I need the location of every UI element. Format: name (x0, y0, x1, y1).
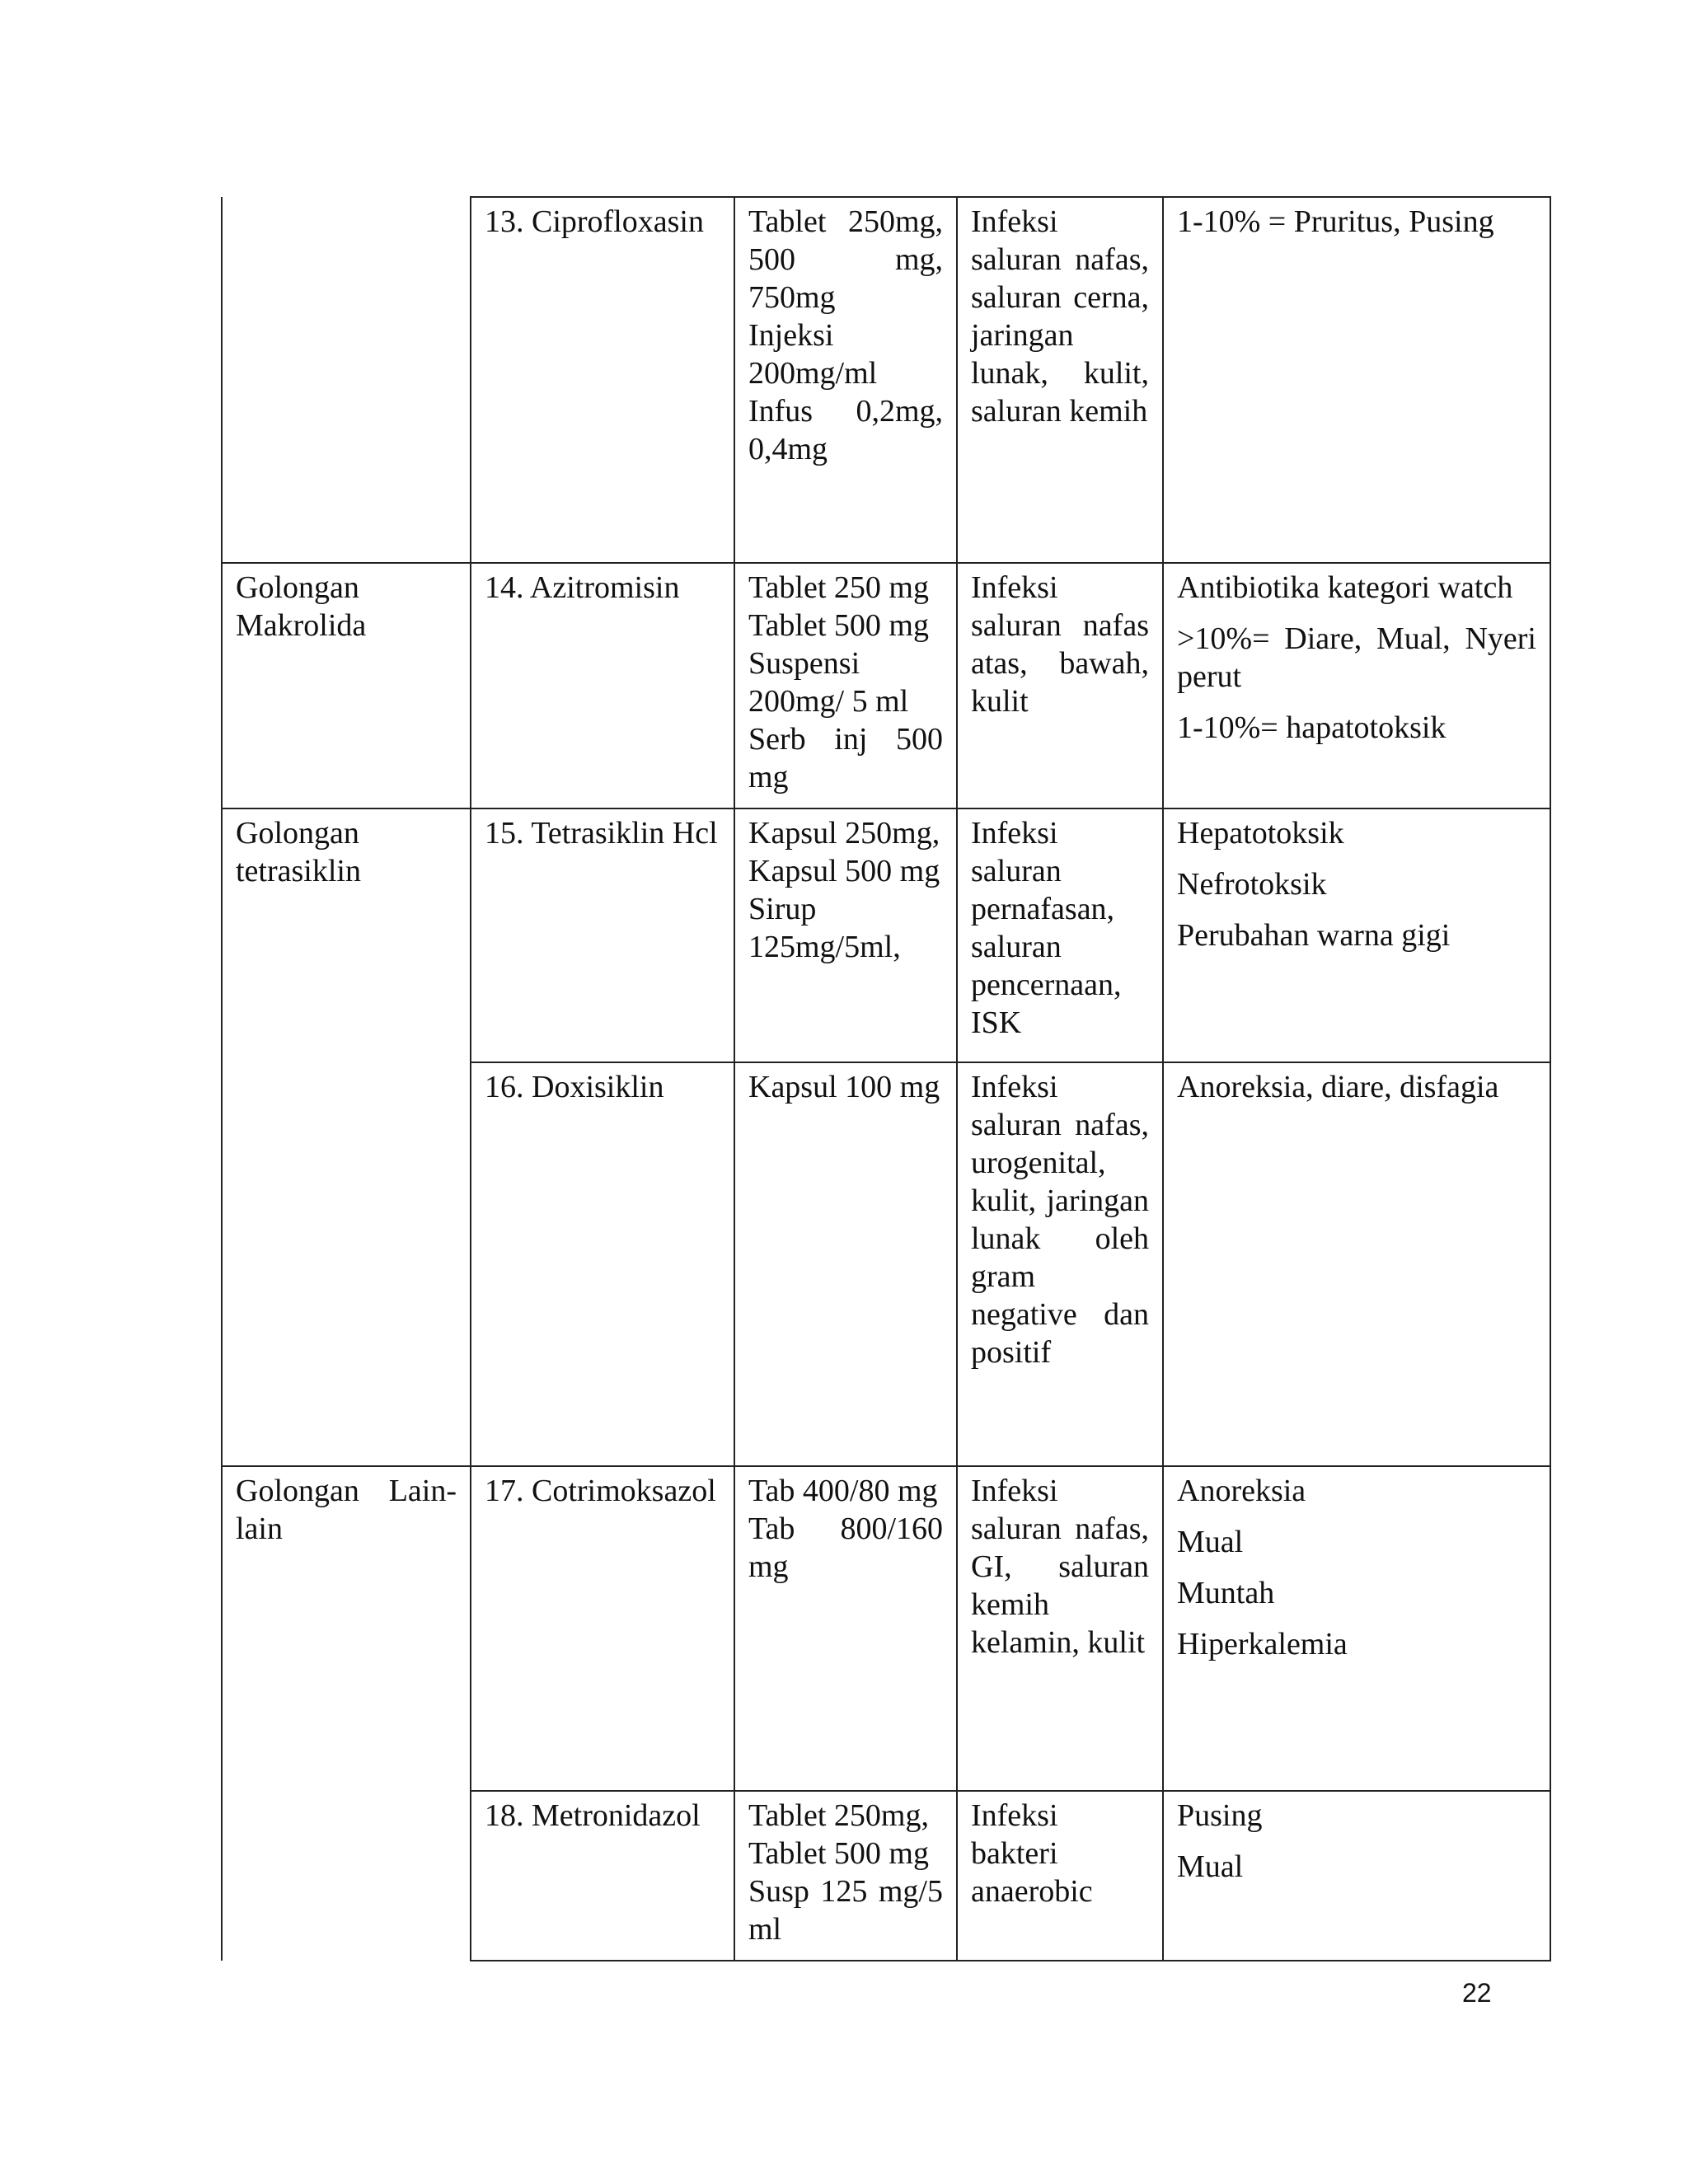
indication-text: Infeksi saluran pernafasan, saluran pencernaan, ISK (971, 816, 1122, 1040)
indication-cell (957, 1466, 1163, 1791)
side-effect-line: Mual (1177, 1849, 1244, 1884)
side-effect-line: Muntah (1177, 1576, 1275, 1610)
table-row (222, 808, 1550, 1062)
side-effect-line: Hiperkalemia (1177, 1627, 1348, 1661)
group-cell (222, 197, 471, 563)
dosage-cell (734, 1466, 957, 1791)
dosage-line: Sirup 125mg/5ml, (748, 892, 901, 964)
indication-cell (957, 1062, 1163, 1466)
table-row (222, 1466, 1550, 1791)
dosage-line: Tab 800/160 mg (748, 1511, 943, 1584)
side-effect-line: Nefrotoksik (1177, 867, 1327, 902)
dosage-line: Serb inj 500 mg (748, 722, 943, 794)
dosage-cell (734, 563, 957, 808)
side-effect-line: 1-10% = Pruritus, Pusing (1177, 204, 1494, 239)
side-effect-line: Hepatotoksik (1177, 816, 1344, 851)
drug-name: 17. Cotrimoksazol (485, 1474, 716, 1508)
table-row (222, 1062, 1550, 1466)
dosage-line: Infus 0,2mg, 0,4mg (748, 394, 943, 466)
group-cell (222, 1466, 471, 1791)
dosage-line: Tablet 500 mg (748, 608, 929, 643)
indication-cell (957, 808, 1163, 1062)
antibiotic-table (221, 196, 1551, 1961)
dosage-line: Susp 125 mg/5 ml (748, 1874, 943, 1947)
table-row (222, 197, 1550, 563)
side-effect-line: Anoreksia, diare, disfagia (1177, 1070, 1499, 1104)
indication-text: Infeksi bakteri anaerobic (971, 1798, 1093, 1909)
dosage-line: Injeksi 200mg/ml (748, 318, 878, 391)
dosage-cell (734, 1791, 957, 1961)
group-cell (222, 563, 471, 808)
side-effect-line: >10%= Diare, Mual, Nyeri perut (1177, 621, 1536, 694)
side-effects-cell (1163, 1466, 1550, 1791)
side-effects-cell (1163, 563, 1550, 808)
side-effect-line: Mual (1177, 1525, 1244, 1559)
dosage-line: Kapsul 500 mg (748, 854, 940, 888)
drug-cell (471, 1062, 734, 1466)
side-effect-line: Pusing (1177, 1798, 1263, 1833)
indication-cell (957, 1791, 1163, 1961)
side-effect-line: 1-10%= hapatotoksik (1177, 710, 1447, 745)
group-label: Golongan Lain-lain (236, 1474, 457, 1546)
dosage-cell (734, 197, 957, 563)
drug-name: 14. Azitromisin (485, 570, 680, 605)
indication-cell (957, 563, 1163, 808)
indication-text: Infeksi saluran nafas atas, bawah, kulit (971, 570, 1149, 719)
indication-text: Infeksi saluran nafas, saluran cerna, jaringan lunak, kulit, saluran kemih (971, 204, 1149, 429)
side-effects-cell (1163, 1062, 1550, 1466)
dosage-line: Suspensi 200mg/ 5 ml (748, 646, 909, 719)
dosage-cell (734, 1062, 957, 1466)
drug-name: 18. Metronidazol (485, 1798, 701, 1833)
side-effects-cell (1163, 197, 1550, 563)
drug-name: 16. Doxisiklin (485, 1070, 664, 1104)
group-label: Golongan tetrasiklin (236, 816, 361, 888)
dosage-line: Tablet 250 mg (748, 570, 929, 605)
drug-cell (471, 808, 734, 1062)
drug-cell (471, 563, 734, 808)
indication-text: Infeksi saluran nafas, urogenital, kulit, jaringan lunak oleh gram negative dan positif (971, 1070, 1149, 1370)
side-effects-cell (1163, 808, 1550, 1062)
dosage-line: Tab 400/80 mg (748, 1474, 938, 1508)
drug-cell (471, 1791, 734, 1961)
side-effect-line: Anoreksia (1177, 1474, 1306, 1508)
dosage-line: Tablet 250mg, (748, 1798, 929, 1833)
side-effect-line: Antibiotika kategori watch (1177, 570, 1513, 605)
dosage-line: Tablet 500 mg (748, 1836, 929, 1871)
drug-name: 15. Tetrasiklin Hcl (485, 816, 718, 851)
drug-cell (471, 1466, 734, 1791)
table-row (222, 563, 1550, 808)
side-effect-line: Perubahan warna gigi (1177, 918, 1451, 953)
group-cell (222, 1791, 471, 1961)
dosage-line: Kapsul 100 mg (748, 1070, 940, 1104)
dosage-line: Tablet 250mg, 500 mg, 750mg (748, 204, 943, 315)
drug-name: 13. Ciprofloxasin (485, 204, 704, 239)
dosage-line: Kapsul 250mg, (748, 816, 940, 851)
page-number: 22 (1462, 1978, 1492, 2008)
group-cell (222, 1062, 471, 1466)
group-cell (222, 808, 471, 1062)
group-label: Golongan Makrolida (236, 570, 367, 643)
indication-cell (957, 197, 1163, 563)
side-effects-cell (1163, 1791, 1550, 1961)
drug-cell (471, 197, 734, 563)
dosage-cell (734, 808, 957, 1062)
indication-text: Infeksi saluran nafas, GI, saluran kemih kelamin, kulit (971, 1474, 1149, 1660)
table-row (222, 1791, 1550, 1961)
